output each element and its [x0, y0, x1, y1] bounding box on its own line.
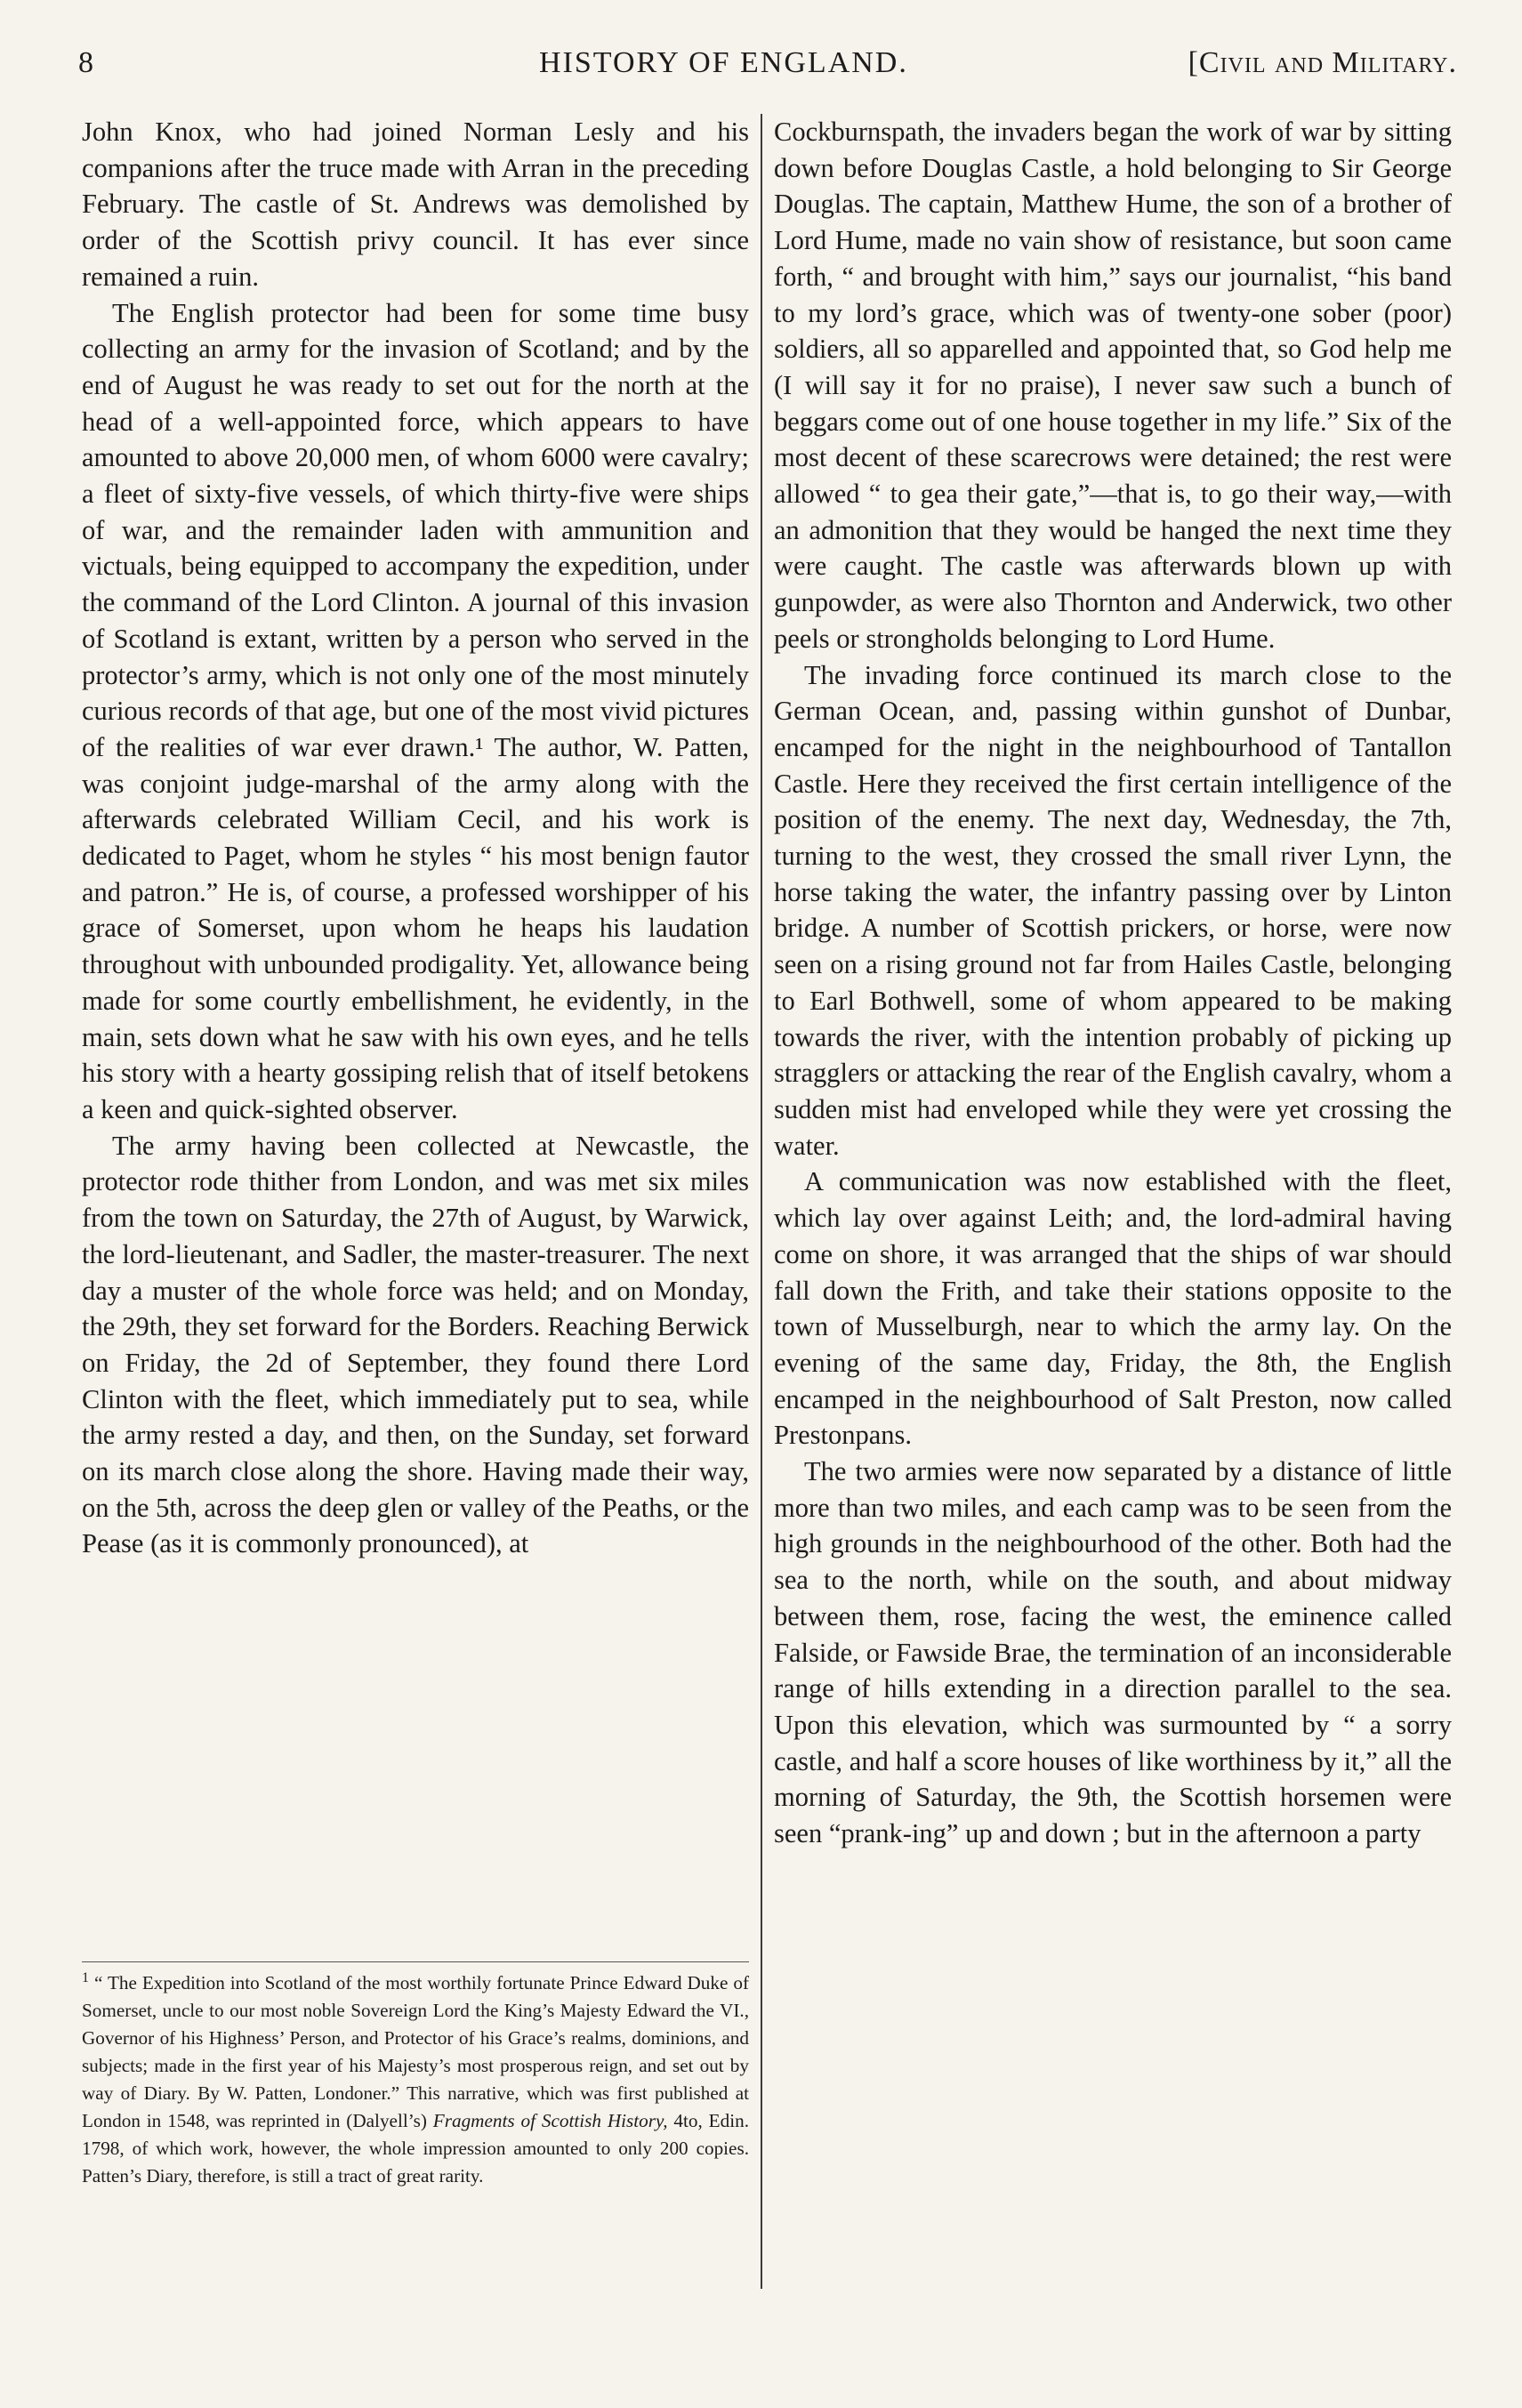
paragraph: John Knox, who had joined Norman Lesly and his companions after the truce made with Arran in the preceding February. The castle of St. Andrews was demolished by order of the Scottish privy council. It has ever since remained a ruin. [82, 117, 749, 292]
footnote-rule [82, 1961, 749, 1962]
footnote-italic-title: Fragments of Scottish History, [432, 2110, 668, 2131]
paragraph: The English protector had been for some time busy collecting an army for the invasion of Scotland; and by the end of August he was ready to set out for the north at the head of a well-appointed force, which appears to have amounted to above 20,000 men, of whom 6000 were cavalry; a fleet of sixty-five vessels, of which thirty-five were ships of war, and the remainder laden with ammunition and victuals, being equipped to accompany the expedition, under the command of the Lord Clinton. A journal of this invasion of Scotland is extant, written by a person who served in the protector’s army, which is not only one of the most minutely curious records of that age, but one of the most vivid pictures of the realities of war ever drawn.¹ The author, W. Patten, was conjoint judge-marshal of the army along with the afterwards celebrated William Cecil, and his work is dedicated to Paget, whom he styles “ his most benign fautor and patron.” He is, of course, a professed worshipper of his grace of Somerset, upon whom he heaps his laudation throughout with unbounded prodigality. Yet, allowance being made for some courtly embellishment, he evidently, in the main, sets down what he saw with his own eyes, and he tells his story with a hearty gossiping relish that of itself betokens a keen and quick-sighted observer. [82, 297, 749, 1124]
paragraph: The army having been collected at Newcastle, the protector rode thither from London, and was met six miles from the town on Saturday, the 27th of August, by Warwick, the lord-lieutenant, and Sadler, the master-treasurer. The next day a muster of the whole force was held; and on Monday, the 29th, they set forward for the Borders. Reaching Berwick on Friday, the 2d of September, they found there Lord Clinton with the fleet, which immediately put to sea, while the army rested a day, and then, on the Sunday, set forward on its march close along the shore. Having made their way, on the 5th, across the deep glen or valley of the Peaths, or the Pease (as it is commonly pronounced), at [82, 1130, 749, 1559]
running-header [78, 46, 1457, 91]
footnote-text-part: “ The Expedition into Scotland of the most worthily fortunate Prince Edward Duke of Somerset, uncle to our most noble Sovereign Lord the King’s Majesty Edward the VI., Governor of his Highness’ Person, and Protector of his Grace’s realms, dominions, and subjects; made in the first year of his Majesty’s most prosperous reign, and set out by way of Diary. By W. Patten, Londoner.” This narrative, which was first published at London in 1548, was reprinted in (Dalyell’s) [82, 1972, 750, 2131]
paragraph: The two armies were now separated by a distance of little more than two miles, and each camp was to be seen from the high grounds in the neighbourhood of the other. Both had the sea to the north, while on the south, and about midway between them, rose, facing the west, the eminence called Falside, or Fawside Brae, the termination of an inconsiderable range of hills extending in a direction parallel to the sea. Upon this elevation, which was surmounted by “ a sorry castle, and half a score houses of like worthiness by it,” all the morning of Saturday, the 9th, the Scottish horsemen were seen “prank-ing” up and down ; but in the afternoon a party [774, 1456, 1452, 1849]
column-divider [761, 114, 762, 2289]
paragraph: The invading force continued its march close to the German Ocean, and, passing within gunshot of Dunbar, encamped for the night in the neighbourhood of Tantallon Castle. Here they received the first certain intelligence of the position of the enemy. The next day, Wednesday, the 7th, turning to the west, they crossed the small river Lynn, the horse taking the water, the infantry passing over by Linton bridge. A number of Scottish prickers, or horse, were now seen on a rising ground not far from Hailes Castle, belonging to Earl Bothwell, some of whom appeared to be making towards the river, with the intention probably of picking up stragglers or attacking the rear of the English cavalry, whom a sudden mist had enveloped while they were yet crossing the water. [774, 659, 1452, 1161]
footnote-marker: 1 [82, 1969, 89, 1985]
footnote [82, 1969, 749, 2190]
footnote-text-part: 4to, Edin. 1798, of which work, however, the whole impression amounted to only 200 copies. Patten’s Diary, therefore, is still a tract of great rarity. [82, 2110, 749, 2187]
paragraph: Cockburnspath, the invaders began the work of war by sitting down before Douglas Castle, a hold belonging to Sir George Douglas. The captain, Matthew Hume, the son of a brother of Lord Hume, made no vain show of resistance, but soon came forth, “ and brought with him,” says our journalist, “his band to my lord’s grace, which was of twenty-one sober (poor) soldiers, all so apparelled and appointed that, so God help me (I will say it for no praise), I never saw such a bunch of beggars come out of one house together in my life.” Six of the most decent of these scarecrows were detained; the rest were allowed “ to gea their gate,”—that is, to go their way,—with an admonition that they would be hanged the next time they were caught. The castle was afterwards blown up with gunpowder, as were also Thornton and Anderwick, two other peels or strongholds belonging to Lord Hume. [774, 117, 1452, 654]
running-title: HISTORY OF ENGLAND. [539, 46, 908, 79]
footnote-text [82, 1969, 749, 2190]
section-heading: [Civil and Military. [1188, 46, 1457, 79]
page-number: 8 [78, 46, 94, 79]
right-column [774, 114, 1452, 1852]
paragraph: A communication was now established with the fleet, which lay over against Leith; and, the lord-admiral having come on shore, it was arranged that the ships of war should fall down the Frith, and take their stations opposite to the town of Musselburgh, near to which the army lay. On the evening of the same day, Friday, the 8th, the English encamped in the neighbourhood of Salt Preston, now called Prestonpans. [774, 1166, 1452, 1451]
left-column [82, 114, 749, 1562]
